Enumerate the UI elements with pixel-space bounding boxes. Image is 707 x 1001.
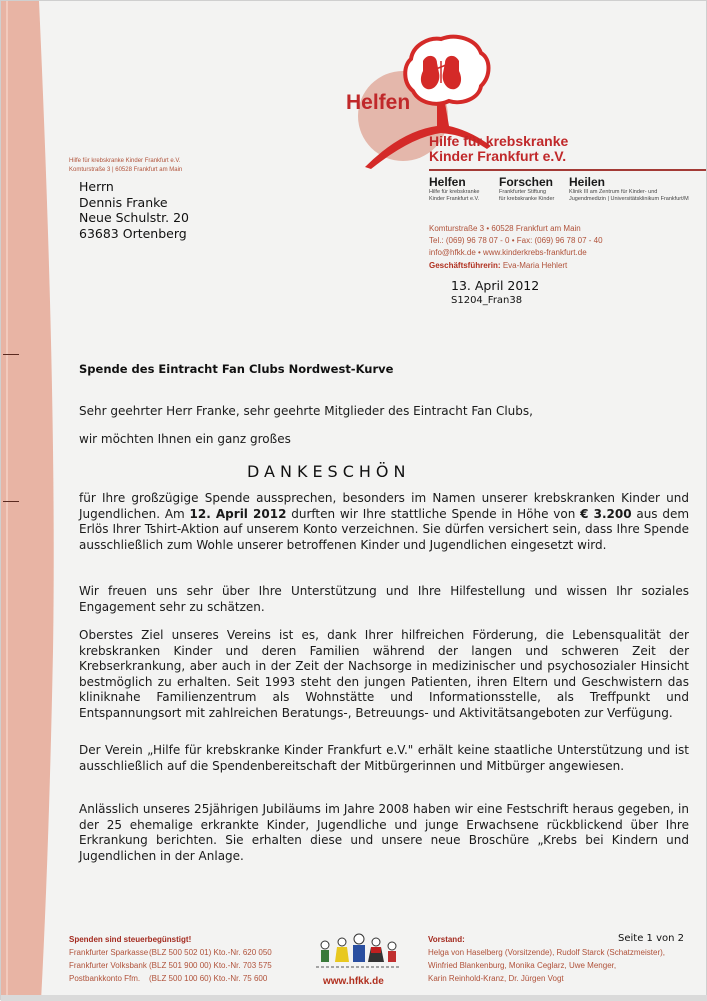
text-run: aus dem Erlös Ihrer Tshirt-Aktion auf unserem Konto verzeichnen. Sie dürfen versichert sein, dass Ihre Spende ausschließlich zum Wohle unserer betroffenen Kinder und Jugendlichen eingesetzt wird.	[79, 506, 690, 552]
letter-subject: Spende des Eintracht Fan Clubs Nordwest-Kurve	[79, 362, 394, 376]
pillar-title: Forschen	[499, 175, 554, 189]
thanks-heading: DANKESCHÖN	[247, 462, 411, 481]
children-illustration-icon	[311, 931, 406, 971]
paragraph-1	[79, 491, 689, 553]
paragraph-2: Wir freuen uns sehr über Ihre Unterstützung und Ihre Hilfestellung und wissen Ihr soziales Engagement sehr zu schätzen.	[79, 584, 689, 614]
bottom-edge	[1, 995, 707, 1001]
letter-greeting: Sehr geehrter Herr Franke, sehr geehrte Mitglieder des Eintracht Fan Clubs,	[79, 404, 533, 418]
bank-details	[69, 933, 272, 985]
paragraph-4: Der Verein „Hilfe für krebskranke Kinder Frankfurt e.V." erhält keine staatliche Unterstützung und ist ausschließlich auf die Spendenbereitschaft der Mitbürgerinnen und Mitbürger angewiesen.	[79, 743, 689, 773]
contact-phone: Tel.: (069) 96 78 07 - 0 • Fax: (069) 96 78 07 - 40	[429, 236, 603, 245]
board-title: Vorstand:	[428, 935, 465, 944]
paragraph-5: Anlässlich unseres 25jährigen Jubiläums im Jahre 2008 haben wir eine Festschrift heraus gegeben, in der 25 ehemalige erkrankte Kinder, Jugendliche und junge Erwachsene rückblickend über Ihre Erkrankung berichten. Sie erhalten diese und unsere neue Broschüre „Krebs bei Kindern und Jugendlichen in der Anlage.	[79, 802, 689, 863]
fold-mark	[3, 501, 19, 502]
pillar-subtitle: Frankfurter Stiftung	[499, 189, 547, 195]
bank-row	[69, 946, 272, 959]
donation-date: 12. April 2012	[189, 506, 287, 521]
page-number: Seite 1 von 2	[618, 933, 684, 944]
pillar-heilen	[569, 176, 689, 203]
pillar-subtitle: Jugendmedizin | Universitätsklinikum Frankfurt/M	[569, 196, 689, 202]
letter-date: 13. April 2012	[451, 278, 540, 293]
org-name-line: Kinder Frankfurt e.V.	[429, 148, 567, 164]
recipient-name: Dennis Franke	[79, 194, 168, 210]
letter-reference: S1204_Fran38	[451, 295, 523, 306]
board-line: Karin Reinhold-Kranz, Dr. Jürgen Vogt	[428, 974, 564, 983]
org-name-line: Hilfe für krebskranke	[429, 133, 569, 149]
pillar-helfen	[429, 176, 493, 203]
donation-amount: € 3.200	[580, 506, 632, 521]
bank-account: (BLZ 501 900 00) Kto.-Nr. 703 575	[149, 961, 272, 970]
bank-name: Frankfurter Volksbank	[69, 961, 147, 970]
letter-intro: wir möchten Ihnen ein ganz großes	[79, 432, 291, 446]
paragraph-3: Oberstes Ziel unseres Vereins ist es, dank Ihrer hilfreichen Förderung, die Lebensqualität der krebskranken Kinder und deren Familien während der langen und schweren Zeit der Krebserkrankung, aber auch in der Zeit der Nachsorge in medizinischer und psychosozialer Hinsicht bestmöglich zu erhalten. Seit 1993 steht den jungen Patienten, ihren Eltern und Geschwistern das kliniknahe Familienzentrum als Wohnstätte und Informationsstelle, als Treffpunkt und Entspannungsort mit zahlreichen Beratungs-, Betreuungs- und Aktivitätsangeboten zur Verfügung.	[79, 628, 689, 720]
bank-account: (BLZ 500 100 60) Kto.-Nr. 75 600	[149, 974, 268, 983]
website-link[interactable]: www.hfkk.de	[323, 976, 384, 987]
pillar-title: Heilen	[569, 175, 606, 189]
bank-account: (BLZ 500 502 01) Kto.-Nr. 620 050	[149, 948, 272, 957]
pillar-forschen	[499, 176, 563, 203]
managing-director	[429, 261, 567, 270]
recipient-city: 63683 Ortenberg	[79, 225, 187, 241]
recipient-street: Neue Schulstr. 20	[79, 210, 190, 225]
recipient-salutation: Herrn	[79, 179, 114, 194]
sender-line: Komturstraße 3 | 60528 Frankfurt am Main	[69, 167, 183, 173]
organization-name	[429, 134, 568, 164]
recipient-address	[79, 179, 189, 241]
bank-row	[69, 972, 272, 985]
contact-block	[429, 223, 603, 259]
text-run: durften wir Ihre stattliche Spende in Höhe von	[286, 506, 581, 521]
pillar-subtitle: Kinder Frankfurt e.V.	[429, 196, 480, 202]
bank-name: Frankfurter Sparkasse	[69, 948, 149, 957]
pillar-subtitle: Hilfe für krebskranke	[429, 189, 480, 195]
bank-row	[69, 959, 272, 972]
text-run: für Ihre großzügige Spende aussprechen, besonders im Namen unserer krebskranken Kinder und Jugendlichen. Am	[79, 491, 689, 521]
manager-name: Eva-Maria Hehlert	[502, 261, 568, 270]
pillar-title: Helfen	[429, 175, 466, 189]
pillars-row	[429, 176, 695, 203]
contact-address: Komturstraße 3 • 60528 Frankfurt am Main	[429, 224, 581, 233]
header-divider	[429, 169, 706, 171]
fold-mark	[3, 354, 19, 355]
board-line: Helga von Haselberg (Vorsitzende), Rudolf Starck (Schatzmeister),	[428, 948, 665, 957]
bank-name: Postbankkonto Ffm.	[69, 974, 141, 983]
pillar-subtitle: für krebskranke Kinder	[499, 196, 555, 202]
logo-wordmark: Helfen	[346, 91, 411, 114]
donations-title: Spenden sind steuerbegünstigt!	[69, 935, 192, 944]
board-line: Winfried Blankenburg, Monika Ceglarz, Uwe Menger,	[428, 961, 617, 970]
pillar-subtitle: Klinik III am Zentrum für Kinder- und	[569, 189, 658, 195]
sender-line: Hilfe für krebskranke Kinder Frankfurt e.V.	[69, 158, 181, 164]
contact-web[interactable]: info@hfkk.de • www.kinderkrebs-frankfurt.de	[429, 248, 587, 257]
manager-label: Geschäftsführerin:	[429, 261, 501, 270]
